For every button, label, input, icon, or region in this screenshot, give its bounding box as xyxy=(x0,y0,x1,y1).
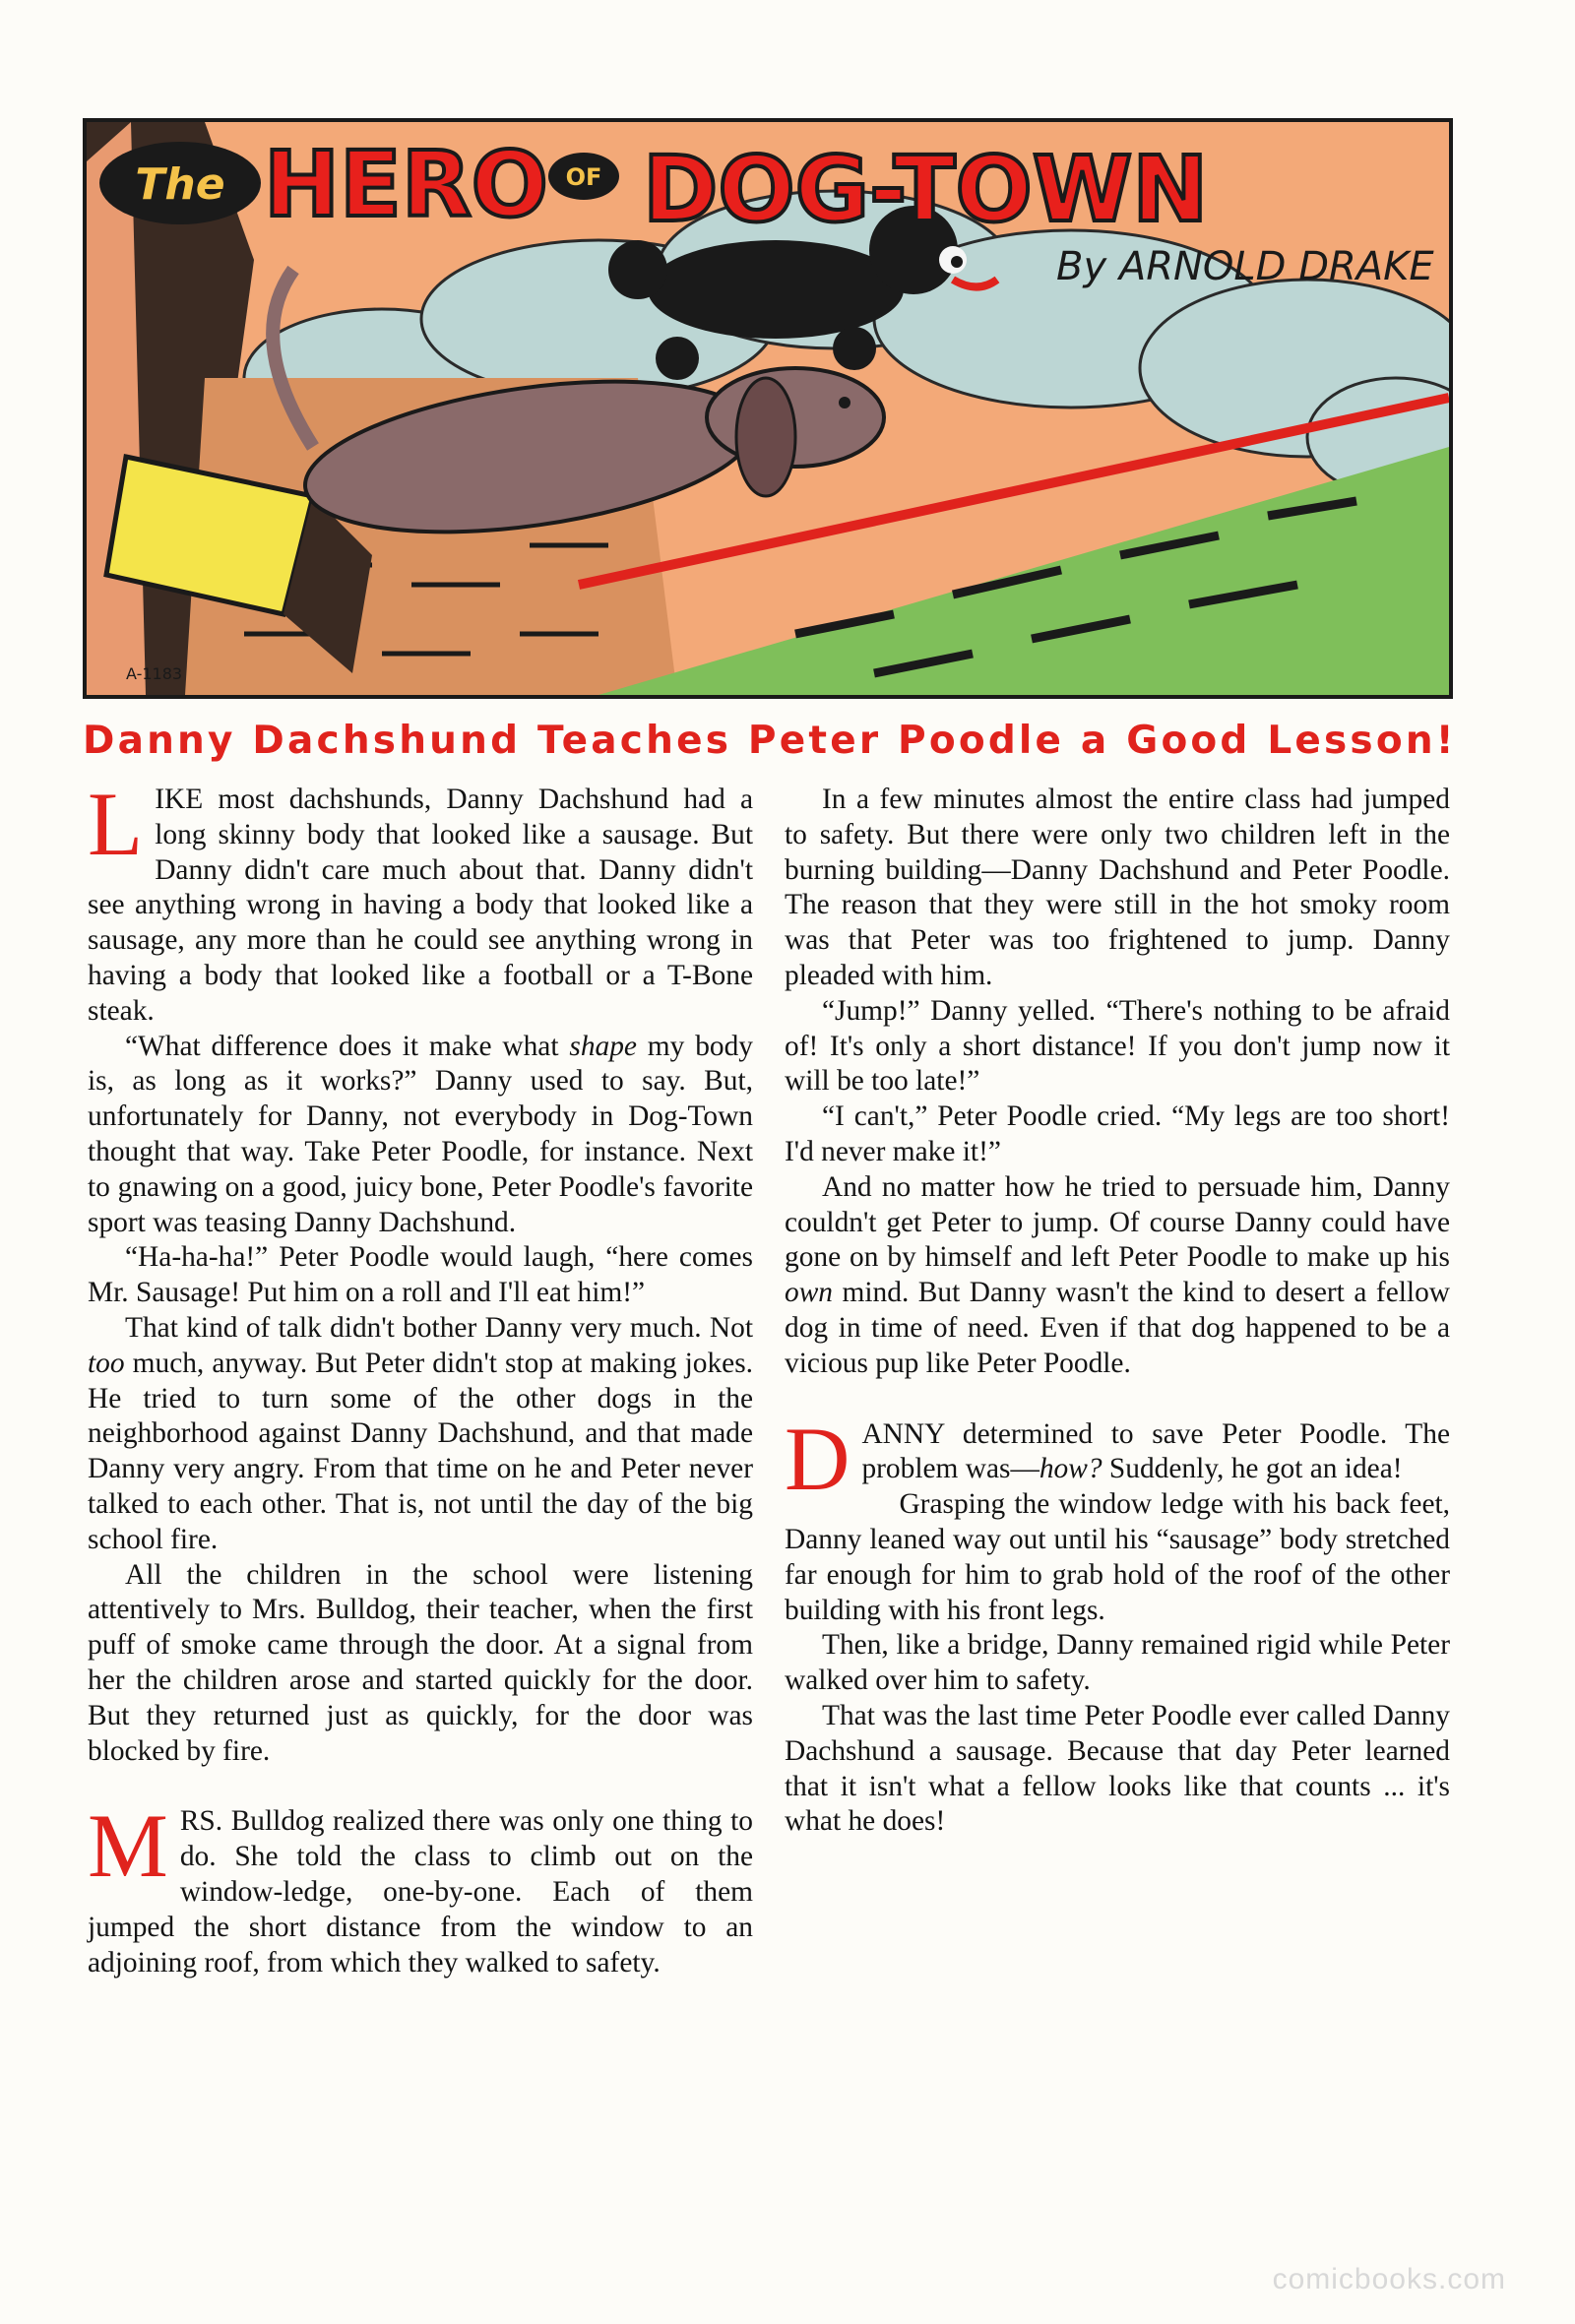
paragraph-9: “I can't,” Peter Poodle cried. “My legs are too short! I'd never make it!” xyxy=(785,1100,1450,1167)
paragraph-4-emphasis: too xyxy=(88,1347,125,1379)
title-dogtown: DOG-TOWN xyxy=(643,137,1209,242)
art-code: A-1183 xyxy=(126,664,183,683)
article-column-left xyxy=(88,774,753,1980)
byline: By ARNOLD DRAKE xyxy=(1056,244,1434,289)
paragraph-10-text-a: And no matter how he tried to persuade him, Danny couldn't get Peter to jump. Of course Danny could have gone on by himself and left Peter Poodle to make up his xyxy=(785,1170,1450,1274)
title-panel xyxy=(83,118,1453,699)
paragraph-10-text-b: mind. But Danny wasn't the kind to desert a fellow dog in time of need. Even if that dog happened to be a vicious pup like Peter Poodle. xyxy=(785,1277,1450,1379)
paragraph-14: That was the last time Peter Poodle ever called Danny Dachshund a sausage. Because that day Peter learned that it isn't what a fellow looks like that counts ... it's what he does! xyxy=(785,1699,1450,1838)
paragraph-13: Then, like a bridge, Danny remained rigid while Peter walked over him to safety. xyxy=(785,1629,1450,1697)
paragraph-6-text: RS. Bulldog realized there was only one thing to do. She told the class to climb out on the window-ledge, one-by-one. Each of them jumped the short distance from the window to an adjoining roof, from which they walked to safety. xyxy=(88,1805,753,1979)
paragraph-2-text-a: “What difference does it make what xyxy=(125,1030,570,1062)
paragraph-10-emphasis: own xyxy=(785,1277,833,1309)
paragraph-2-emphasis: shape xyxy=(569,1030,637,1062)
paragraph-4-text-b: much, anyway. But Peter didn't stop at making jokes. He tried to turn some of the other dogs in the neighborhood against Danny Dachshund, and that made Danny very angry. From that time on he and Peter never talked to each other. That is, not until the day of the big school fire. xyxy=(88,1347,753,1555)
title-hero: HERO xyxy=(264,132,548,237)
paragraph-11 xyxy=(785,1408,1450,1509)
drop-cap-m: M xyxy=(88,1795,168,1897)
paragraph-1 xyxy=(88,774,753,1030)
paragraph-5: All the children in the school were listening attentively to Mrs. Bulldog, their teacher, when the first puff of smoke came through the door. At a signal from her the children arose and started quickly for the door. But they returned just as quickly, for the door was blocked by fire. xyxy=(88,1558,753,1767)
paragraph-10 xyxy=(785,1170,1450,1382)
paragraph-11-emphasis: how? xyxy=(1039,1453,1102,1485)
article-column-right xyxy=(785,783,1450,1840)
paragraph-11-text-a: ANNY determined to save Peter Poodle. The problem was— xyxy=(861,1417,1450,1485)
drop-cap-d: D xyxy=(785,1408,850,1509)
site-watermark: comicbooks.com xyxy=(1272,2263,1506,2295)
paragraph-11-text-b: Suddenly, he got an idea! xyxy=(1102,1453,1403,1485)
title-of: OF xyxy=(565,163,602,191)
drop-cap-l: L xyxy=(88,774,144,874)
paragraph-2-text-b: my body is, as long as it works?” Danny used to say. But, unfortunately for Danny, not everybody in Dog-Town thought that way. Take Peter Poodle, for instance. Next to gnawing on a good, juicy bone, Peter Poodle's favorite sport was teasing Danny Dachshund. xyxy=(88,1030,753,1238)
paragraph-3: “Ha-ha-ha!” Peter Poodle would laugh, “here comes Mr. Sausage! Put him on a roll and I'll eat him!” xyxy=(88,1241,753,1309)
paragraph-1-text: IKE most dachshunds, Danny Dachshund had a long skinny body that looked like a sausage. But Danny didn't care much about that. Danny didn't see anything wrong in having a body that looked like a sausage, any more than he could see anything wrong in having a body that looked like a football or a T-Bone steak. xyxy=(88,784,753,1027)
paragraph-7: In a few minutes almost the entire class had jumped to safety. But there were only two children left in the burning building—Danny Dachshund and Peter Poodle. The reason that they were still in the hot smoky room was that Peter was too frightened to jump. Danny pleaded with him. xyxy=(785,784,1450,991)
paragraph-4 xyxy=(88,1311,753,1558)
title-panel-art xyxy=(87,122,1449,695)
article-headline: Danny Dachshund Teaches Peter Poodle a Good Lesson! xyxy=(83,719,1457,763)
paragraph-2 xyxy=(88,1030,753,1241)
paragraph-12: Grasping the window ledge with his back feet, Danny leaned way out until his “sausage” body stretched far enough for him to grab hold of the roof of the other building with his front legs. xyxy=(785,1488,1450,1626)
paragraph-4-text-a: That kind of talk didn't bother Danny very much. Not xyxy=(125,1311,753,1344)
paragraph-8: “Jump!” Danny yelled. “There's nothing to be afraid of! It's only a short distance! If you don't jump now it will be too late!” xyxy=(785,994,1450,1098)
paragraph-6 xyxy=(88,1795,753,1980)
title-the: The xyxy=(135,159,225,210)
